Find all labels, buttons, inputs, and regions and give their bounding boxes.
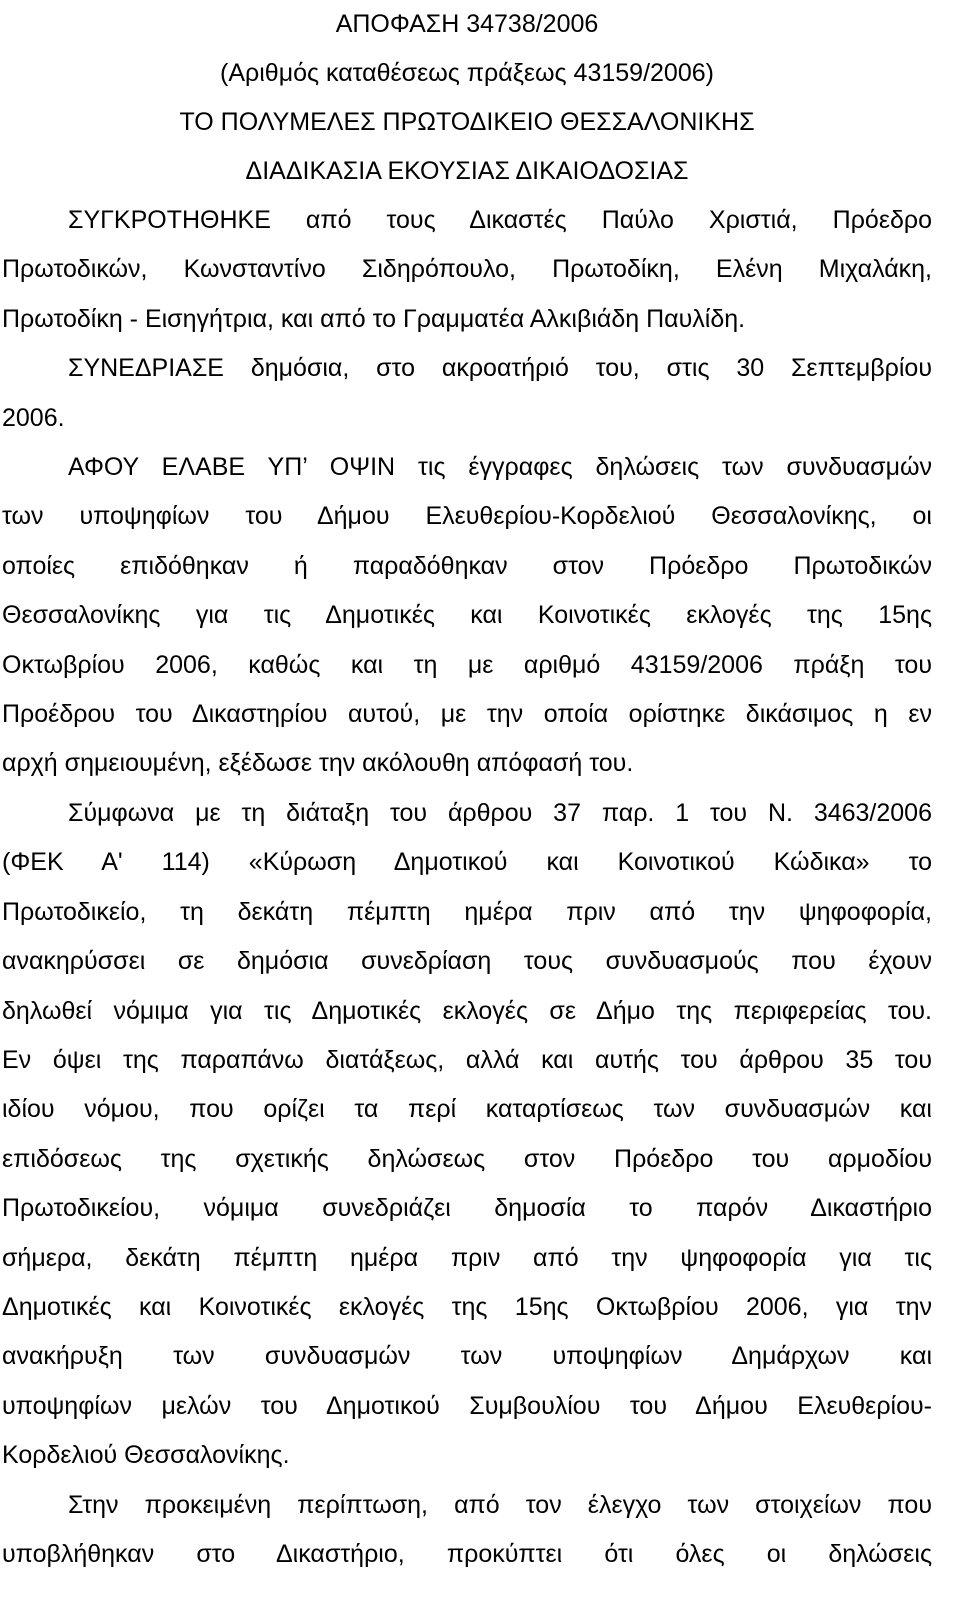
text-line: οποίες επιδόθηκαν ή παραδόθηκαν στον Πρόεδρο Πρωτοδικών (2, 551, 932, 580)
text-line: Πρωτοδικείο, τη δεκάτη πέμπτη ημέρα πριν από την ψηφοφορία, (2, 897, 932, 926)
text-line: υποβλήθηκαν στο Δικαστήριο, προκύπτει ότι όλες οι δηλώσεις (2, 1539, 932, 1568)
text-line: ιδίου νόμου, που ορίζει τα περί καταρτίσεως των συνδυασμών και (2, 1095, 932, 1124)
text-line: Σύμφωνα με τη διάταξη του άρθρου 37 παρ. 1 του Ν. 3463/2006 (68, 798, 932, 827)
text-line: Πρωτοδικών, Κωνσταντίνο Σιδηρόπουλο, Πρωτοδίκη, Ελένη Μιχαλάκη, (2, 255, 932, 284)
text-line: (ΦΕΚ Α' 114) «Κύρωση Δημοτικού και Κοινοτικού Κώδικα» το (2, 848, 932, 877)
text-line: 2006. (2, 403, 65, 432)
text-line: αρχή σημειουμένη, εξέδωσε την ακόλουθη απόφασή του. (2, 749, 634, 778)
text-line: Δημοτικές και Κοινοτικές εκλογές της 15ης Οκτωβρίου 2006, για την (2, 1292, 932, 1321)
text-line: Θεσσαλονίκης για τις Δημοτικές και Κοινοτικές εκλογές της 15ης (2, 601, 932, 630)
filing-act-number: (Αριθμός καταθέσεως πράξεως 43159/2006) (220, 59, 714, 87)
text-line: Στην προκειμένη περίπτωση, από τον έλεγχο των στοιχείων που (68, 1490, 932, 1519)
text-line: Εν όψει της παραπάνω διατάξεως, αλλά και αυτής του άρθρου 35 του (2, 1045, 932, 1074)
text-line: Οκτωβρίου 2006, καθώς και τη με αριθμό 43159/2006 πράξη του (2, 650, 932, 679)
procedure-type: ΔΙΑΔΙΚΑΣΙΑ ΕΚΟΥΣΙΑΣ ΔΙΚΑΙΟΔΟΣΙΑΣ (245, 157, 689, 185)
document-body (2, 196, 932, 1579)
text-line: ΑΦΟΥ ΕΛΑΒΕ ΥΠ’ ΟΨΙΝ τις έγγραφες δηλώσεις των συνδυασμών (68, 453, 932, 482)
text-line: ΣΥΝΕΔΡΙΑΣΕ δημόσια, στο ακροατήριό του, στις 30 Σεπτεμβρίου (68, 354, 932, 383)
text-line: Πρωτοδικείου, νόμιμα συνεδριάζει δημοσία το παρόν Δικαστήριο (2, 1194, 932, 1223)
text-line: ανακήρυξη των συνδυασμών των υποψηφίων Δημάρχων και (2, 1342, 932, 1371)
decision-number: ΑΠΟΦΑΣΗ 34738/2006 (335, 10, 599, 38)
text-line: σήμερα, δεκάτη πέμπτη ημέρα πριν από την ψηφοφορία για τις (2, 1243, 932, 1272)
text-line: Πρωτοδίκη - Εισηγήτρια, και από το Γραμματέα Αλκιβιάδη Παυλίδη. (2, 304, 746, 333)
text-line: των υποψηφίων του Δήμου Ελευθερίου-Κορδελιού Θεσσαλονίκης, οι (2, 502, 932, 531)
text-line: ΣΥΓΚΡΟΤΗΘΗΚΕ από τους Δικαστές Παύλο Χριστιά, Πρόεδρο (68, 206, 932, 234)
text-line: ανακηρύσσει σε δημόσια συνεδρίαση τους συνδυασμούς που έχουν (2, 947, 932, 976)
text-line: Κορδελιού Θεσσαλονίκης. (2, 1441, 290, 1470)
court-name: ΤΟ ΠΟΛΥΜΕΛΕΣ ΠΡΩΤΟΔΙΚΕΙΟ ΘΕΣΣΑΛΟΝΙΚΗΣ (179, 108, 755, 136)
text-line: Προέδρου του Δικαστηρίου αυτού, με την οποία ορίστηκε δικάσιμος η εν (2, 700, 932, 729)
text-line: επιδόσεως της σχετικής δηλώσεως στον Πρόεδρο του αρμοδίου (2, 1144, 932, 1173)
text-line: υποψηφίων μελών του Δημοτικού Συμβουλίου του Δήμου Ελευθερίου- (2, 1391, 932, 1420)
text-line: δηλωθεί νόμιμα για τις Δημοτικές εκλογές σε Δήμο της περιφερείας του. (2, 996, 932, 1025)
